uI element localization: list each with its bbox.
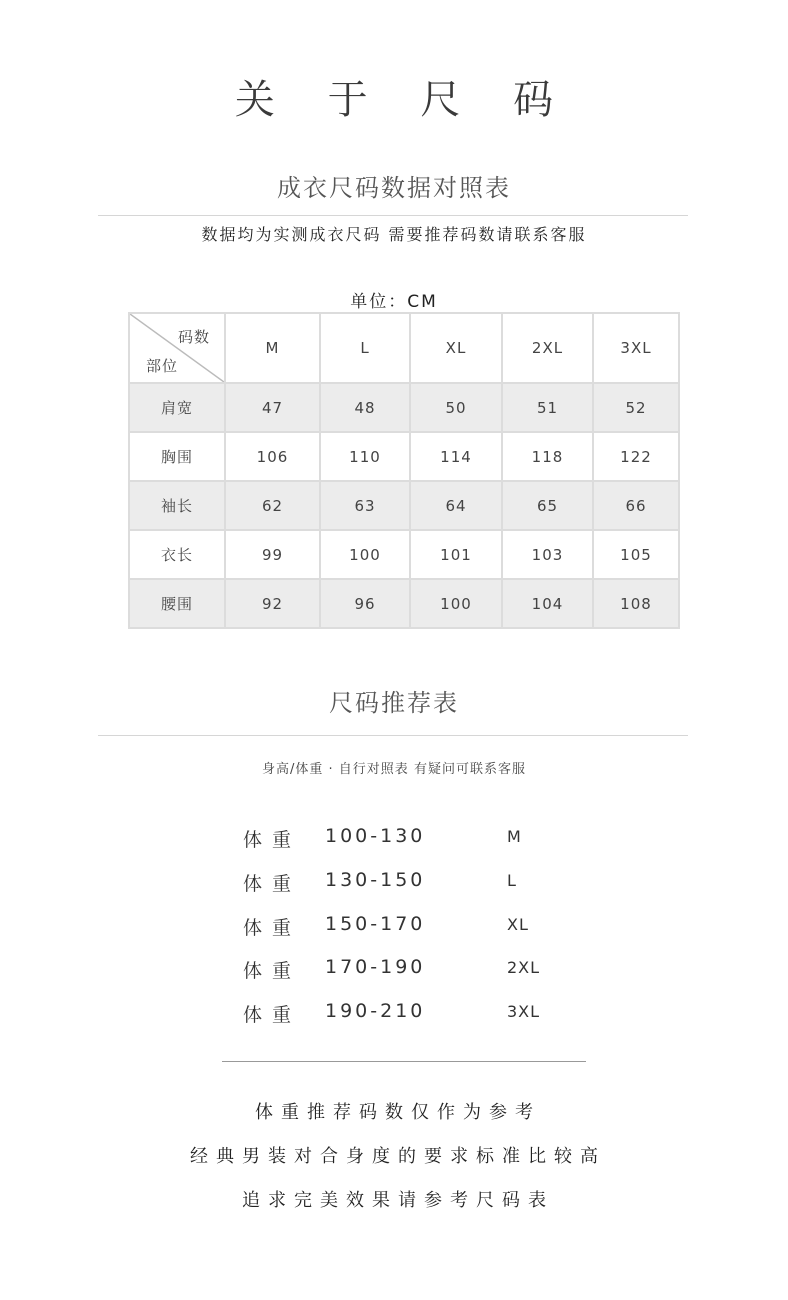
row-label: 袖长 bbox=[129, 481, 225, 530]
table-cell: 64 bbox=[410, 481, 502, 530]
column-header: L bbox=[320, 313, 410, 383]
table-cell: 114 bbox=[410, 432, 502, 481]
weight-range: 190-210 bbox=[325, 1000, 426, 1022]
table-row bbox=[129, 579, 679, 628]
size-value: 2XL bbox=[507, 958, 541, 977]
table-header-row bbox=[129, 313, 679, 383]
table-cell: 105 bbox=[593, 530, 679, 579]
column-header: M bbox=[225, 313, 320, 383]
table-cell: 106 bbox=[225, 432, 320, 481]
note-line: 体重推荐码数仅作为参考 bbox=[255, 1102, 541, 1123]
garment-table-heading: 成衣尺码数据对照表 bbox=[277, 174, 511, 202]
table-cell: 99 bbox=[225, 530, 320, 579]
garment-table-subtitle: 数据均为实测成衣尺码 需要推荐码数请联系客服 bbox=[201, 225, 587, 244]
table-cell: 92 bbox=[225, 579, 320, 628]
weight-range: 150-170 bbox=[325, 913, 426, 935]
weight-label: 体重 bbox=[243, 1004, 302, 1026]
table-row bbox=[129, 432, 679, 481]
recommend-heading: 尺码推荐表 bbox=[329, 689, 459, 717]
table-cell: 48 bbox=[320, 383, 410, 432]
column-header: 2XL bbox=[502, 313, 593, 383]
recommend-subtitle: 身高/体重 · 自行对照表 有疑问可联系客服 bbox=[262, 762, 526, 777]
table-cell: 96 bbox=[320, 579, 410, 628]
table-cell: 66 bbox=[593, 481, 679, 530]
page-title: 关 于 尺 码 bbox=[234, 77, 574, 123]
size-table bbox=[128, 312, 680, 629]
unit-label: 单位：CM bbox=[350, 292, 438, 312]
column-header: XL bbox=[410, 313, 502, 383]
weight-label: 体重 bbox=[243, 829, 302, 851]
table-cell: 63 bbox=[320, 481, 410, 530]
table-corner-cell bbox=[129, 313, 225, 383]
table-cell: 104 bbox=[502, 579, 593, 628]
table-row bbox=[129, 383, 679, 432]
table-row bbox=[129, 530, 679, 579]
corner-size-label: 码数 bbox=[177, 328, 210, 346]
size-value: M bbox=[507, 827, 522, 846]
weight-label: 体重 bbox=[243, 873, 302, 895]
table-cell: 65 bbox=[502, 481, 593, 530]
note-line: 追求完美效果请参考尺码表 bbox=[242, 1190, 554, 1211]
size-value: 3XL bbox=[507, 1002, 541, 1021]
weight-label: 体重 bbox=[243, 960, 302, 982]
note-line: 经典男装对合身度的要求标准比较高 bbox=[190, 1146, 606, 1167]
table-cell: 122 bbox=[593, 432, 679, 481]
table-cell: 52 bbox=[593, 383, 679, 432]
table-cell: 118 bbox=[502, 432, 593, 481]
row-label: 腰围 bbox=[129, 579, 225, 628]
divider bbox=[98, 215, 688, 216]
table-row bbox=[129, 481, 679, 530]
size-value: XL bbox=[507, 915, 529, 934]
row-label: 胸围 bbox=[129, 432, 225, 481]
corner-part-label: 部位 bbox=[146, 357, 179, 375]
weight-label: 体重 bbox=[243, 917, 302, 939]
table-cell: 100 bbox=[320, 530, 410, 579]
table-cell: 103 bbox=[502, 530, 593, 579]
row-label: 肩宽 bbox=[129, 383, 225, 432]
table-cell: 101 bbox=[410, 530, 502, 579]
table-cell: 50 bbox=[410, 383, 502, 432]
weight-range: 130-150 bbox=[325, 869, 426, 891]
divider bbox=[222, 1061, 586, 1062]
table-cell: 110 bbox=[320, 432, 410, 481]
column-header: 3XL bbox=[593, 313, 679, 383]
divider bbox=[98, 735, 688, 736]
table-cell: 62 bbox=[225, 481, 320, 530]
table-cell: 108 bbox=[593, 579, 679, 628]
table-cell: 51 bbox=[502, 383, 593, 432]
size-value: L bbox=[507, 871, 517, 890]
table-cell: 100 bbox=[410, 579, 502, 628]
table-cell: 47 bbox=[225, 383, 320, 432]
row-label: 衣长 bbox=[129, 530, 225, 579]
weight-range: 100-130 bbox=[325, 825, 426, 847]
weight-range: 170-190 bbox=[325, 956, 426, 978]
